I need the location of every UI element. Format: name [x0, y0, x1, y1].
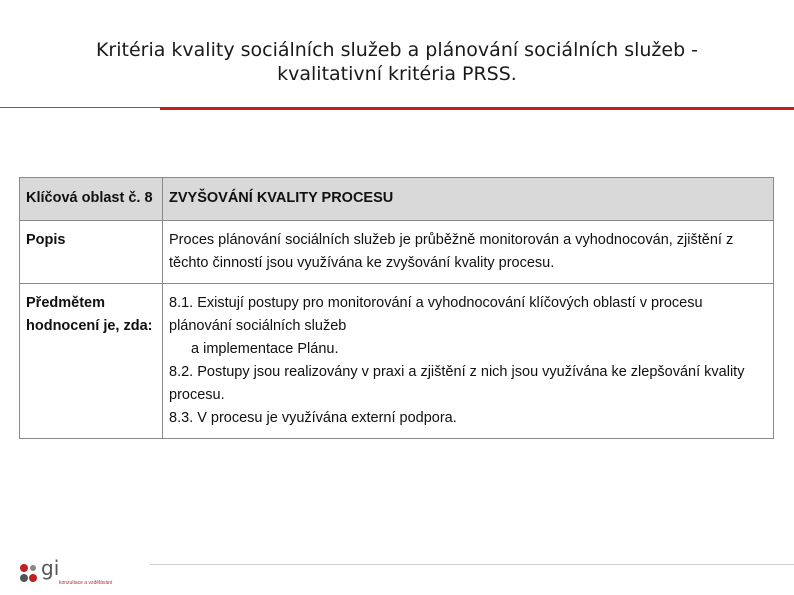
subject-label: Předmětem hodnocení je, zda: [20, 284, 163, 439]
table-row-description [20, 221, 774, 284]
key-area-title: ZVYŠOVÁNÍ KVALITY PROCESU [163, 178, 774, 221]
subject-criteria [163, 284, 774, 439]
description-text: Proces plánování sociálních služeb je průběžně monitorován a vyhodnocován, zjištění z těchto činností jsou využívána ke zvyšování kvality procesu. [163, 221, 774, 284]
criterion-8-1-continued: a implementace Plánu. [191, 341, 339, 357]
logo-tagline: konzultace a vzdělávání [59, 580, 113, 586]
footer-divider [150, 564, 794, 565]
criterion-8-2: 8.2. Postupy jsou realizovány v praxi a zjištění z nich jsou využívána ke zlepšování kvality procesu. [169, 364, 745, 403]
table-row-subject [20, 284, 774, 439]
company-logo [19, 556, 149, 586]
criterion-8-1: 8.1. Existují postupy pro monitorování a vyhodnocování klíčových oblastí v procesu plánování sociálních služeb [169, 295, 703, 334]
table-header-row [20, 178, 774, 221]
slide-title-line-1: Kritéria kvality sociálních služeb a plánování sociálních služeb - [95, 39, 699, 61]
title-divider-thin [0, 107, 160, 108]
criteria-table [19, 177, 774, 439]
slide-title-line-2: kvalitativní kritéria PRSS. [277, 63, 517, 85]
title-divider-red [160, 107, 794, 110]
logo-mark: gi [41, 556, 60, 580]
description-label: Popis [20, 221, 163, 284]
criterion-8-3: 8.3. V procesu je využívána externí podpora. [169, 410, 457, 426]
slide-title [0, 38, 794, 86]
key-area-label: Klíčová oblast č. 8 [20, 178, 163, 221]
